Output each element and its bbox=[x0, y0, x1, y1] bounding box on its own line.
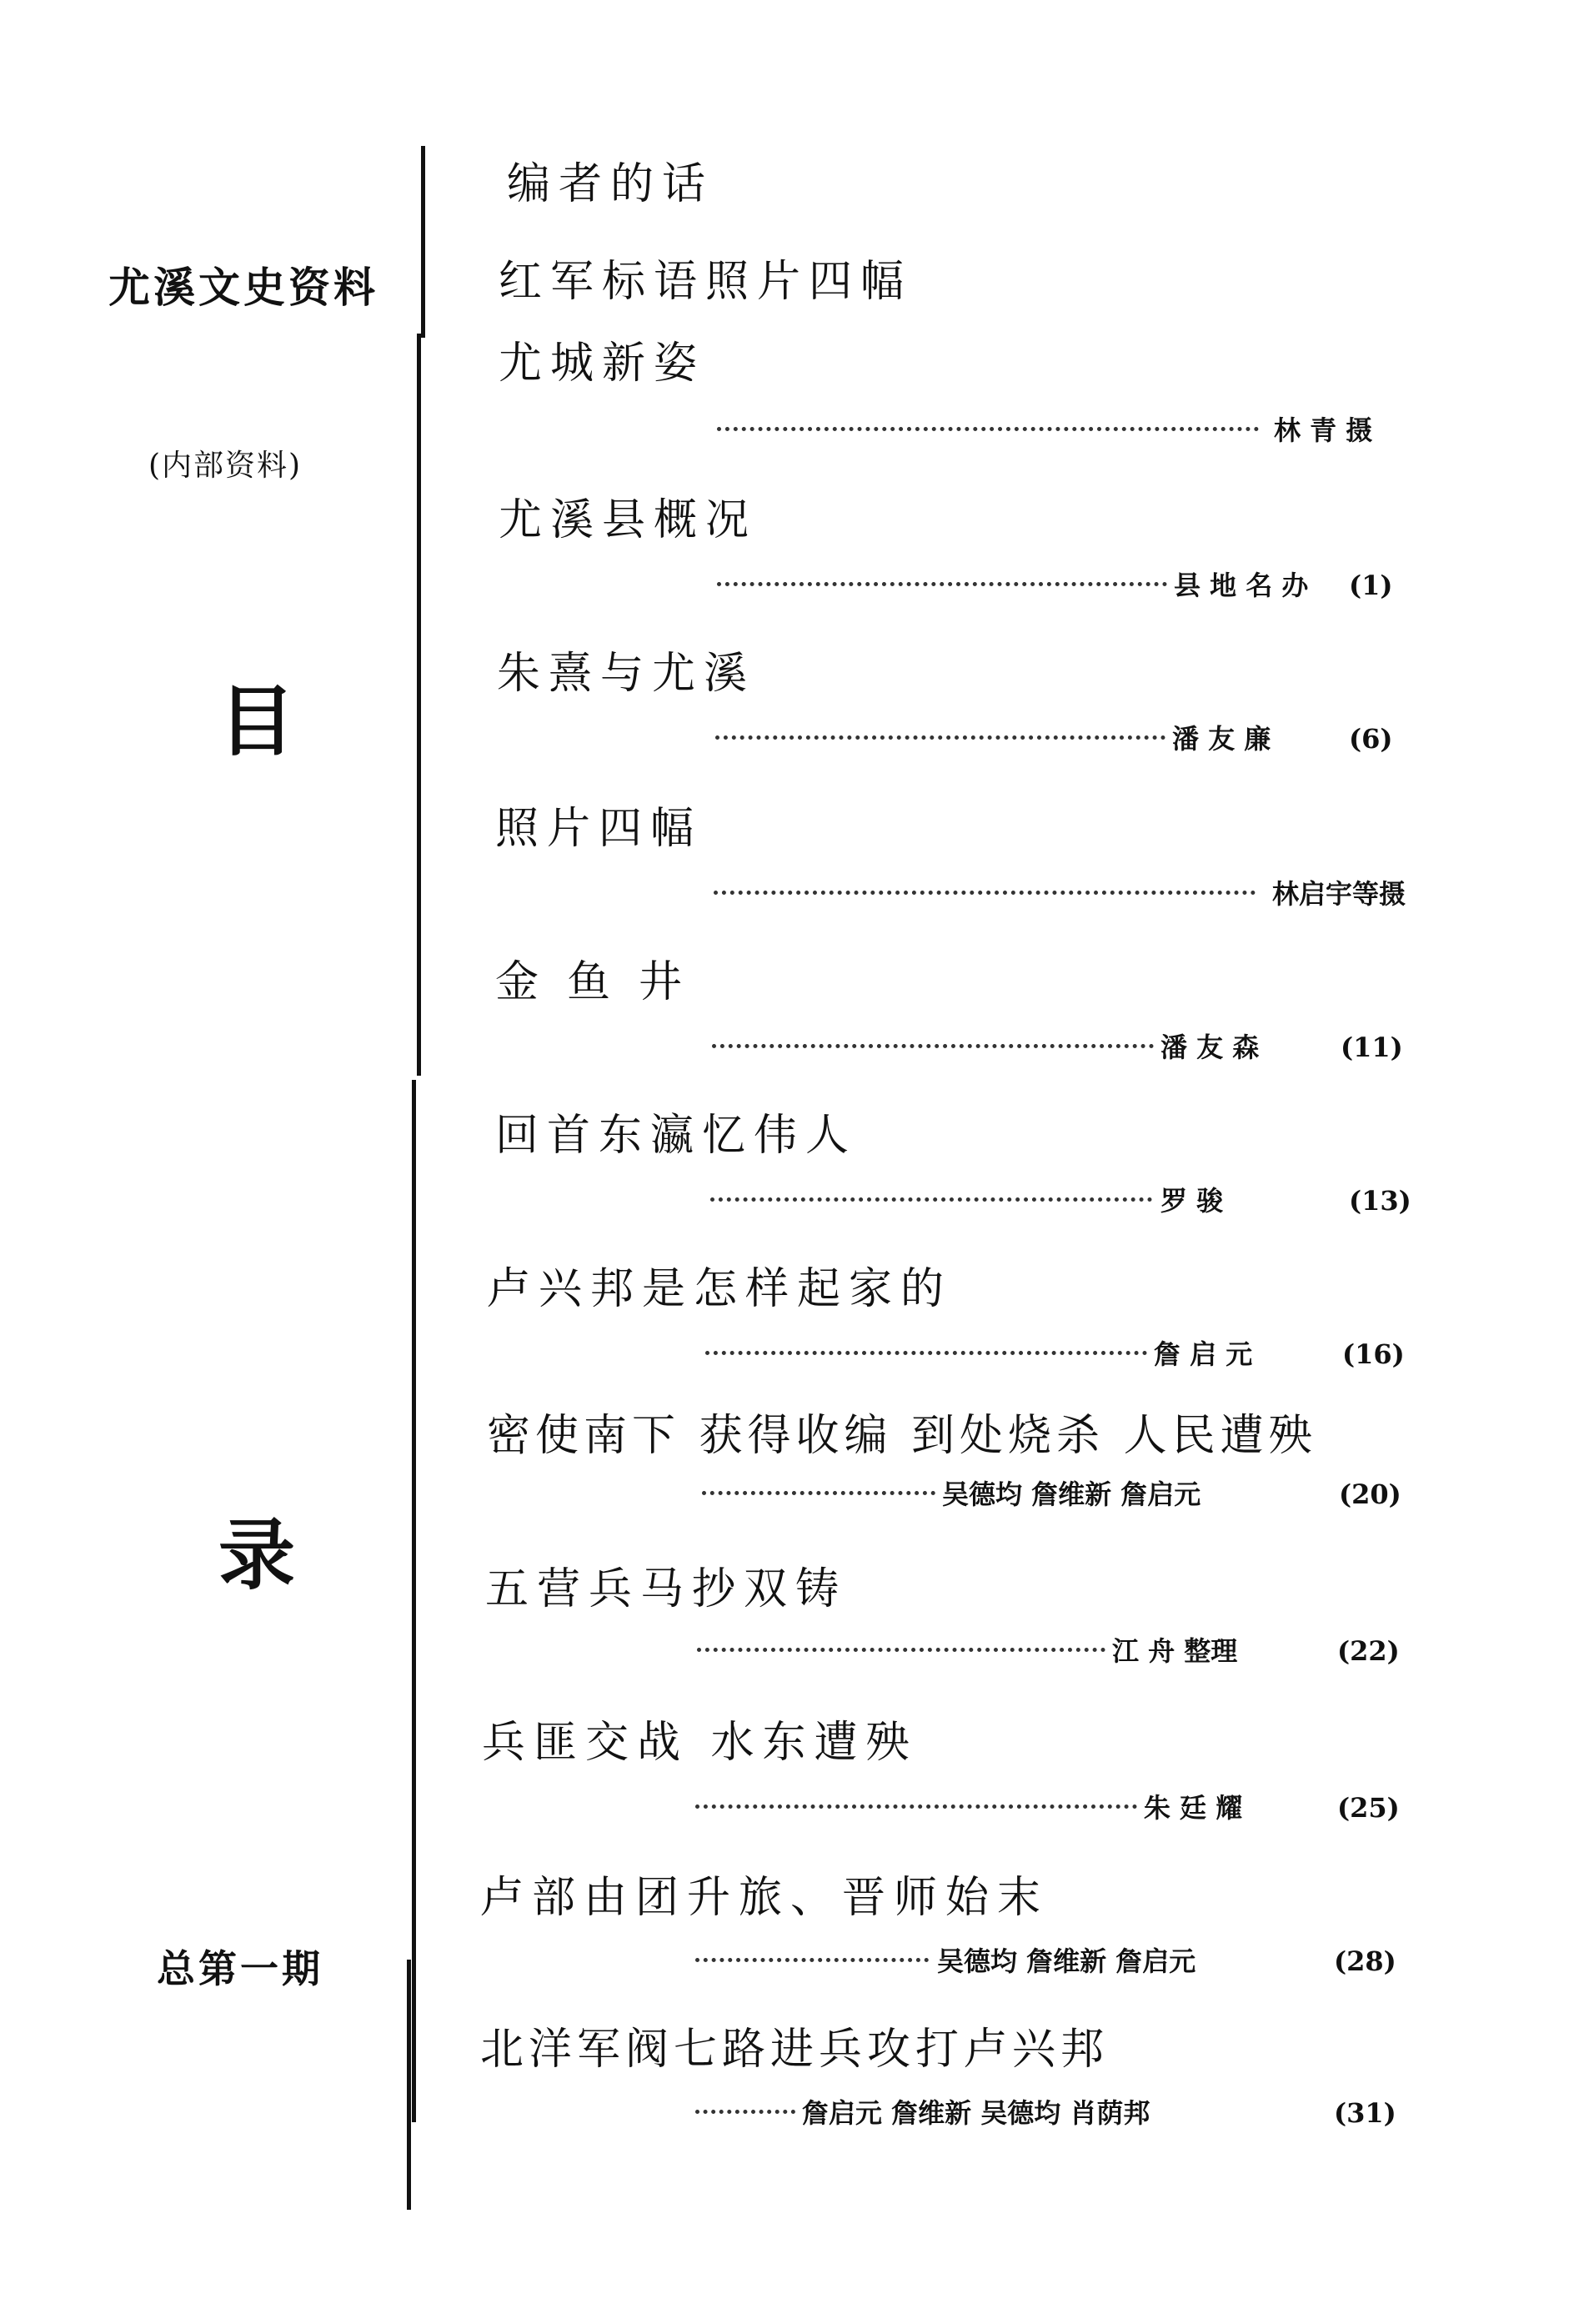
entry-author: 林 青 摄 bbox=[1274, 414, 1373, 446]
entry-page-number: (16) bbox=[1342, 1338, 1405, 1370]
vertical-divider bbox=[421, 146, 425, 338]
entry-author: 潘 友 廉 bbox=[1172, 723, 1271, 755]
dot-leader bbox=[695, 1804, 1137, 1809]
toc-entry bbox=[0, 339, 1584, 446]
toc-entry bbox=[0, 957, 1584, 1063]
dot-leader bbox=[710, 1197, 1152, 1202]
toc-entry bbox=[0, 1564, 1584, 1667]
toc-entry bbox=[0, 159, 1584, 209]
dot-leader bbox=[715, 735, 1165, 740]
entry-page-number: (11) bbox=[1341, 1031, 1403, 1063]
toc-entry bbox=[0, 2025, 1584, 2129]
dot-leader bbox=[697, 1648, 1105, 1652]
toc-entry bbox=[0, 1718, 1584, 1824]
toc-entry bbox=[0, 1411, 1584, 1510]
toc-entry bbox=[0, 649, 1584, 755]
vertical-divider bbox=[407, 1960, 411, 2210]
entry-page-number: (22) bbox=[1337, 1635, 1400, 1667]
entry-author: 吴德均 詹维新 詹启元 bbox=[942, 1478, 1201, 1510]
entry-page-number: (31) bbox=[1334, 2097, 1396, 2129]
entry-page-number: (13) bbox=[1349, 1185, 1411, 1217]
dot-leader bbox=[695, 2110, 795, 2114]
dot-leader bbox=[714, 891, 1256, 895]
dot-leader bbox=[702, 1491, 935, 1495]
internal-note: (内部资料) bbox=[148, 449, 303, 483]
entry-title: 红军标语照片四幅 bbox=[499, 257, 913, 307]
entry-page-number: (1) bbox=[1349, 570, 1393, 601]
contents-heading-char-2: 录 bbox=[218, 1511, 296, 1600]
entry-title: 回首东瀛忆伟人 bbox=[495, 1111, 858, 1161]
dot-leader bbox=[695, 1958, 929, 1962]
entry-author: 林启宇等摄 bbox=[1272, 878, 1406, 910]
toc-entry bbox=[0, 1264, 1584, 1370]
entry-author: 詹启元 詹维新 吴德均 肖荫邦 bbox=[802, 2097, 1150, 2129]
entry-author: 吴德均 詹维新 詹启元 bbox=[937, 1945, 1196, 1977]
entry-author: 朱 廷 耀 bbox=[1144, 1792, 1243, 1824]
dot-leader bbox=[712, 1044, 1154, 1048]
entry-title: 金鱼井 bbox=[495, 957, 711, 1007]
toc-entry bbox=[0, 495, 1584, 601]
entry-title: 照片四幅 bbox=[495, 804, 703, 854]
entry-page-number: (28) bbox=[1334, 1945, 1396, 1977]
entry-title: 兵匪交战 水东遭殃 bbox=[482, 1718, 918, 1768]
entry-title: 卢部由团升旅、晋师始末 bbox=[480, 1873, 1050, 1923]
entry-page-number: (20) bbox=[1339, 1478, 1401, 1510]
entry-author: 詹 启 元 bbox=[1154, 1338, 1253, 1370]
contents-heading-char-1: 目 bbox=[218, 677, 296, 766]
entry-title: 卢兴邦是怎样起家的 bbox=[487, 1264, 953, 1314]
entry-title: 编者的话 bbox=[507, 159, 714, 209]
dot-leader bbox=[705, 1351, 1147, 1355]
entry-page-number: (6) bbox=[1349, 723, 1393, 755]
toc-entry bbox=[0, 1111, 1584, 1217]
entry-page-number: (25) bbox=[1337, 1792, 1400, 1824]
entry-author: 潘 友 森 bbox=[1160, 1031, 1260, 1063]
entry-author: 罗 骏 bbox=[1160, 1185, 1224, 1217]
entry-title: 五营兵马抄双铸 bbox=[485, 1564, 848, 1614]
entry-author: 县 地 名 办 bbox=[1174, 570, 1309, 601]
vertical-divider bbox=[412, 1080, 416, 2122]
dot-leader bbox=[717, 427, 1259, 431]
entry-title: 尤城新姿 bbox=[499, 339, 706, 389]
entry-title: 朱熹与尤溪 bbox=[497, 649, 756, 699]
issue-label: 总第一期 bbox=[157, 1946, 323, 1991]
series-title: 尤溪文史资料 bbox=[108, 264, 378, 312]
entry-title: 北洋军阀七路进兵攻打卢兴邦 bbox=[480, 2025, 1110, 2075]
dot-leader bbox=[717, 582, 1167, 586]
entry-author: 江 舟 整理 bbox=[1112, 1635, 1238, 1667]
toc-entry bbox=[0, 804, 1584, 910]
entry-title: 尤溪县概况 bbox=[499, 495, 758, 545]
entry-title: 密使南下 获得收编 到处烧杀 人民遭殃 bbox=[487, 1411, 1317, 1461]
